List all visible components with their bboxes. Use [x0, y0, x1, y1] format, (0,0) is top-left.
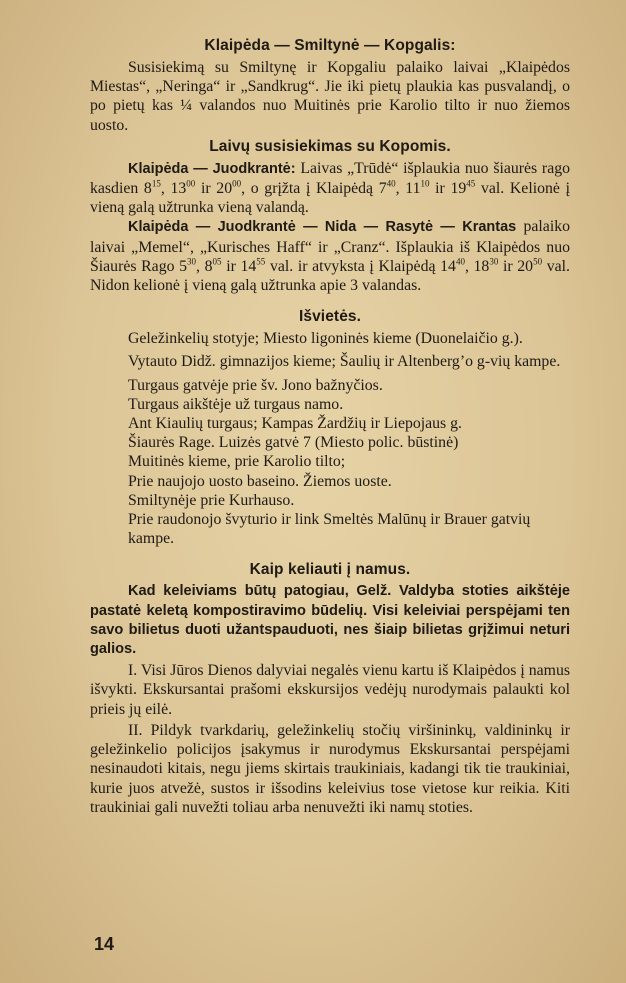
time-minutes: 15: [151, 178, 161, 189]
nida-route-label: Klaipėda — Juodkrantė — Nida — Rasytė — Krantas: [128, 219, 517, 236]
time-minutes: 40: [455, 256, 465, 267]
text-span: ir 20: [195, 180, 233, 198]
text-span: palaiko laivai „Memel“, „Kurisches Haff“ ir „Cranz“. Išplaukia iš Klaipėdos nuo Šiaurės Rago 5: [90, 218, 571, 275]
text-span: , o grįžta į Klaipėdą 7: [241, 180, 387, 198]
time-minutes: 40: [386, 178, 396, 189]
railway-notice: Kad keleiviams būtų patogiau, Gelž. Valdyba stoties aikštėje pastatė keletą kompostiravimo būdelių. Visi keleiviai perspėjami ten savo bilietus duoti užantspauduoti, nes šiaip bilietas grįžimui neturi galios.: [90, 583, 570, 658]
juodkrante-paragraph: [90, 159, 570, 218]
time-minutes: 00: [232, 178, 242, 189]
text-span: val. Nidon kelionė į vieną galą užtrunka apie 3 valandas.: [90, 257, 570, 295]
list-item: Smiltynėje prie Kurhauso.: [128, 491, 295, 509]
list-item: Turgaus gatvėje prie šv. Jono bažnyčios.: [128, 376, 383, 394]
text-span: ir 19: [429, 180, 467, 198]
smiltyne-paragraph: Susisiekimą su Smiltynę ir Kopgaliu palaiko laivai „Klaipėdos Miestas“, „Neringa“ ir „Sandkrug“. Jie iki pietų plaukia kas pusvalandį, o po pietų kas ¼ valandos nuo Muitinės prie Karolio tilto ir nuo žiemos uosto.: [90, 59, 570, 134]
time-minutes: 00: [186, 178, 196, 189]
text-span: , 13: [160, 180, 187, 198]
text-span: ir 20: [498, 257, 534, 275]
rule-two: II. Pildyk tvarkdarių, geležinkelių stočių viršininkų, valdininkų ir geležinkelio policijos įsakymus ir nurodymus Ekskursantai perspėjami nesinaudoti kitais, negu jiems skirtais traukiniais, kadangi tik tie traukiniai, kurie juos atvežė, sustos ir išsodins keleivius tose vietose kur reikia. Kiti traukiniai gali nuvežti toliau arba nenuvežti iki namų stoties.: [90, 721, 570, 816]
time-minutes: 45: [466, 178, 476, 189]
time-minutes: 30: [187, 256, 197, 267]
time-minutes: 10: [420, 178, 430, 189]
list-item: Prie raudonojo švyturio ir link Smeltės Malūnų ir Brauer gatvių kampe.: [128, 511, 531, 548]
time-minutes: 05: [212, 256, 222, 267]
section-title-smiltyne: Klaipėda — Smiltynė — Kopgalis:: [204, 37, 456, 54]
text-span: ir 14: [221, 257, 257, 275]
section-title-namus: Kaip keliauti į namus.: [249, 561, 411, 579]
text-column: [90, 36, 570, 817]
text-span: Laivas „Trūdė“ išplaukia nuo šiaurės rago kasdien 8: [90, 159, 570, 198]
list-item: Geležinkelių stotyje; Miesto ligoninės kieme (Duonelaičio g.).: [128, 330, 523, 348]
nida-paragraph: [90, 217, 570, 295]
list-item: Šiaurės Rage. Luizės gatvė 7 (Miesto polic. būstinė): [128, 434, 459, 452]
list-item: Prie naujojo uosto baseino. Žiemos uoste.: [128, 472, 392, 490]
section-title-kopos: Laivų susisiekimas su Kopomis.: [209, 137, 451, 155]
text-span: val. Kelionė į vieną galą užtrunka vieną valandą.: [90, 180, 570, 217]
isvietes-list: [90, 329, 570, 548]
rule-one: I. Visi Jūros Dienos dalyviai negalės vienu kartu iš Klaipėdos į namus išvykti. Ekskursantai prašomi ekskursijos vedėjų nurodymais palaukti kol prieis jų eilė.: [90, 662, 570, 718]
text-span: val. ir atvyksta į Klaipėdą 14: [265, 257, 456, 275]
juodkrante-route-label: Klaipėda — Juodkrantė:: [128, 160, 296, 177]
list-item: Ant Kiaulių turgaus; Kampas Žardžių ir Liepojaus g.: [128, 415, 463, 433]
list-item: Vytauto Didž. gimnazijos kieme; Šaulių ir Altenberg’o g-vių kampe.: [128, 353, 561, 371]
page-number: 14: [94, 934, 115, 954]
time-minutes: 55: [256, 256, 266, 267]
text-span: , 8: [196, 257, 213, 275]
time-minutes: 50: [533, 256, 543, 267]
list-item: Turgaus aikštėje už turgaus namo.: [128, 395, 344, 413]
text-span: , 18: [464, 257, 490, 275]
list-item: Muitinės kieme, prie Karolio tilto;: [128, 453, 346, 471]
text-span: , 11: [395, 180, 421, 198]
time-minutes: 30: [489, 256, 499, 267]
section-title-isvietes: Išvietės.: [298, 308, 362, 326]
